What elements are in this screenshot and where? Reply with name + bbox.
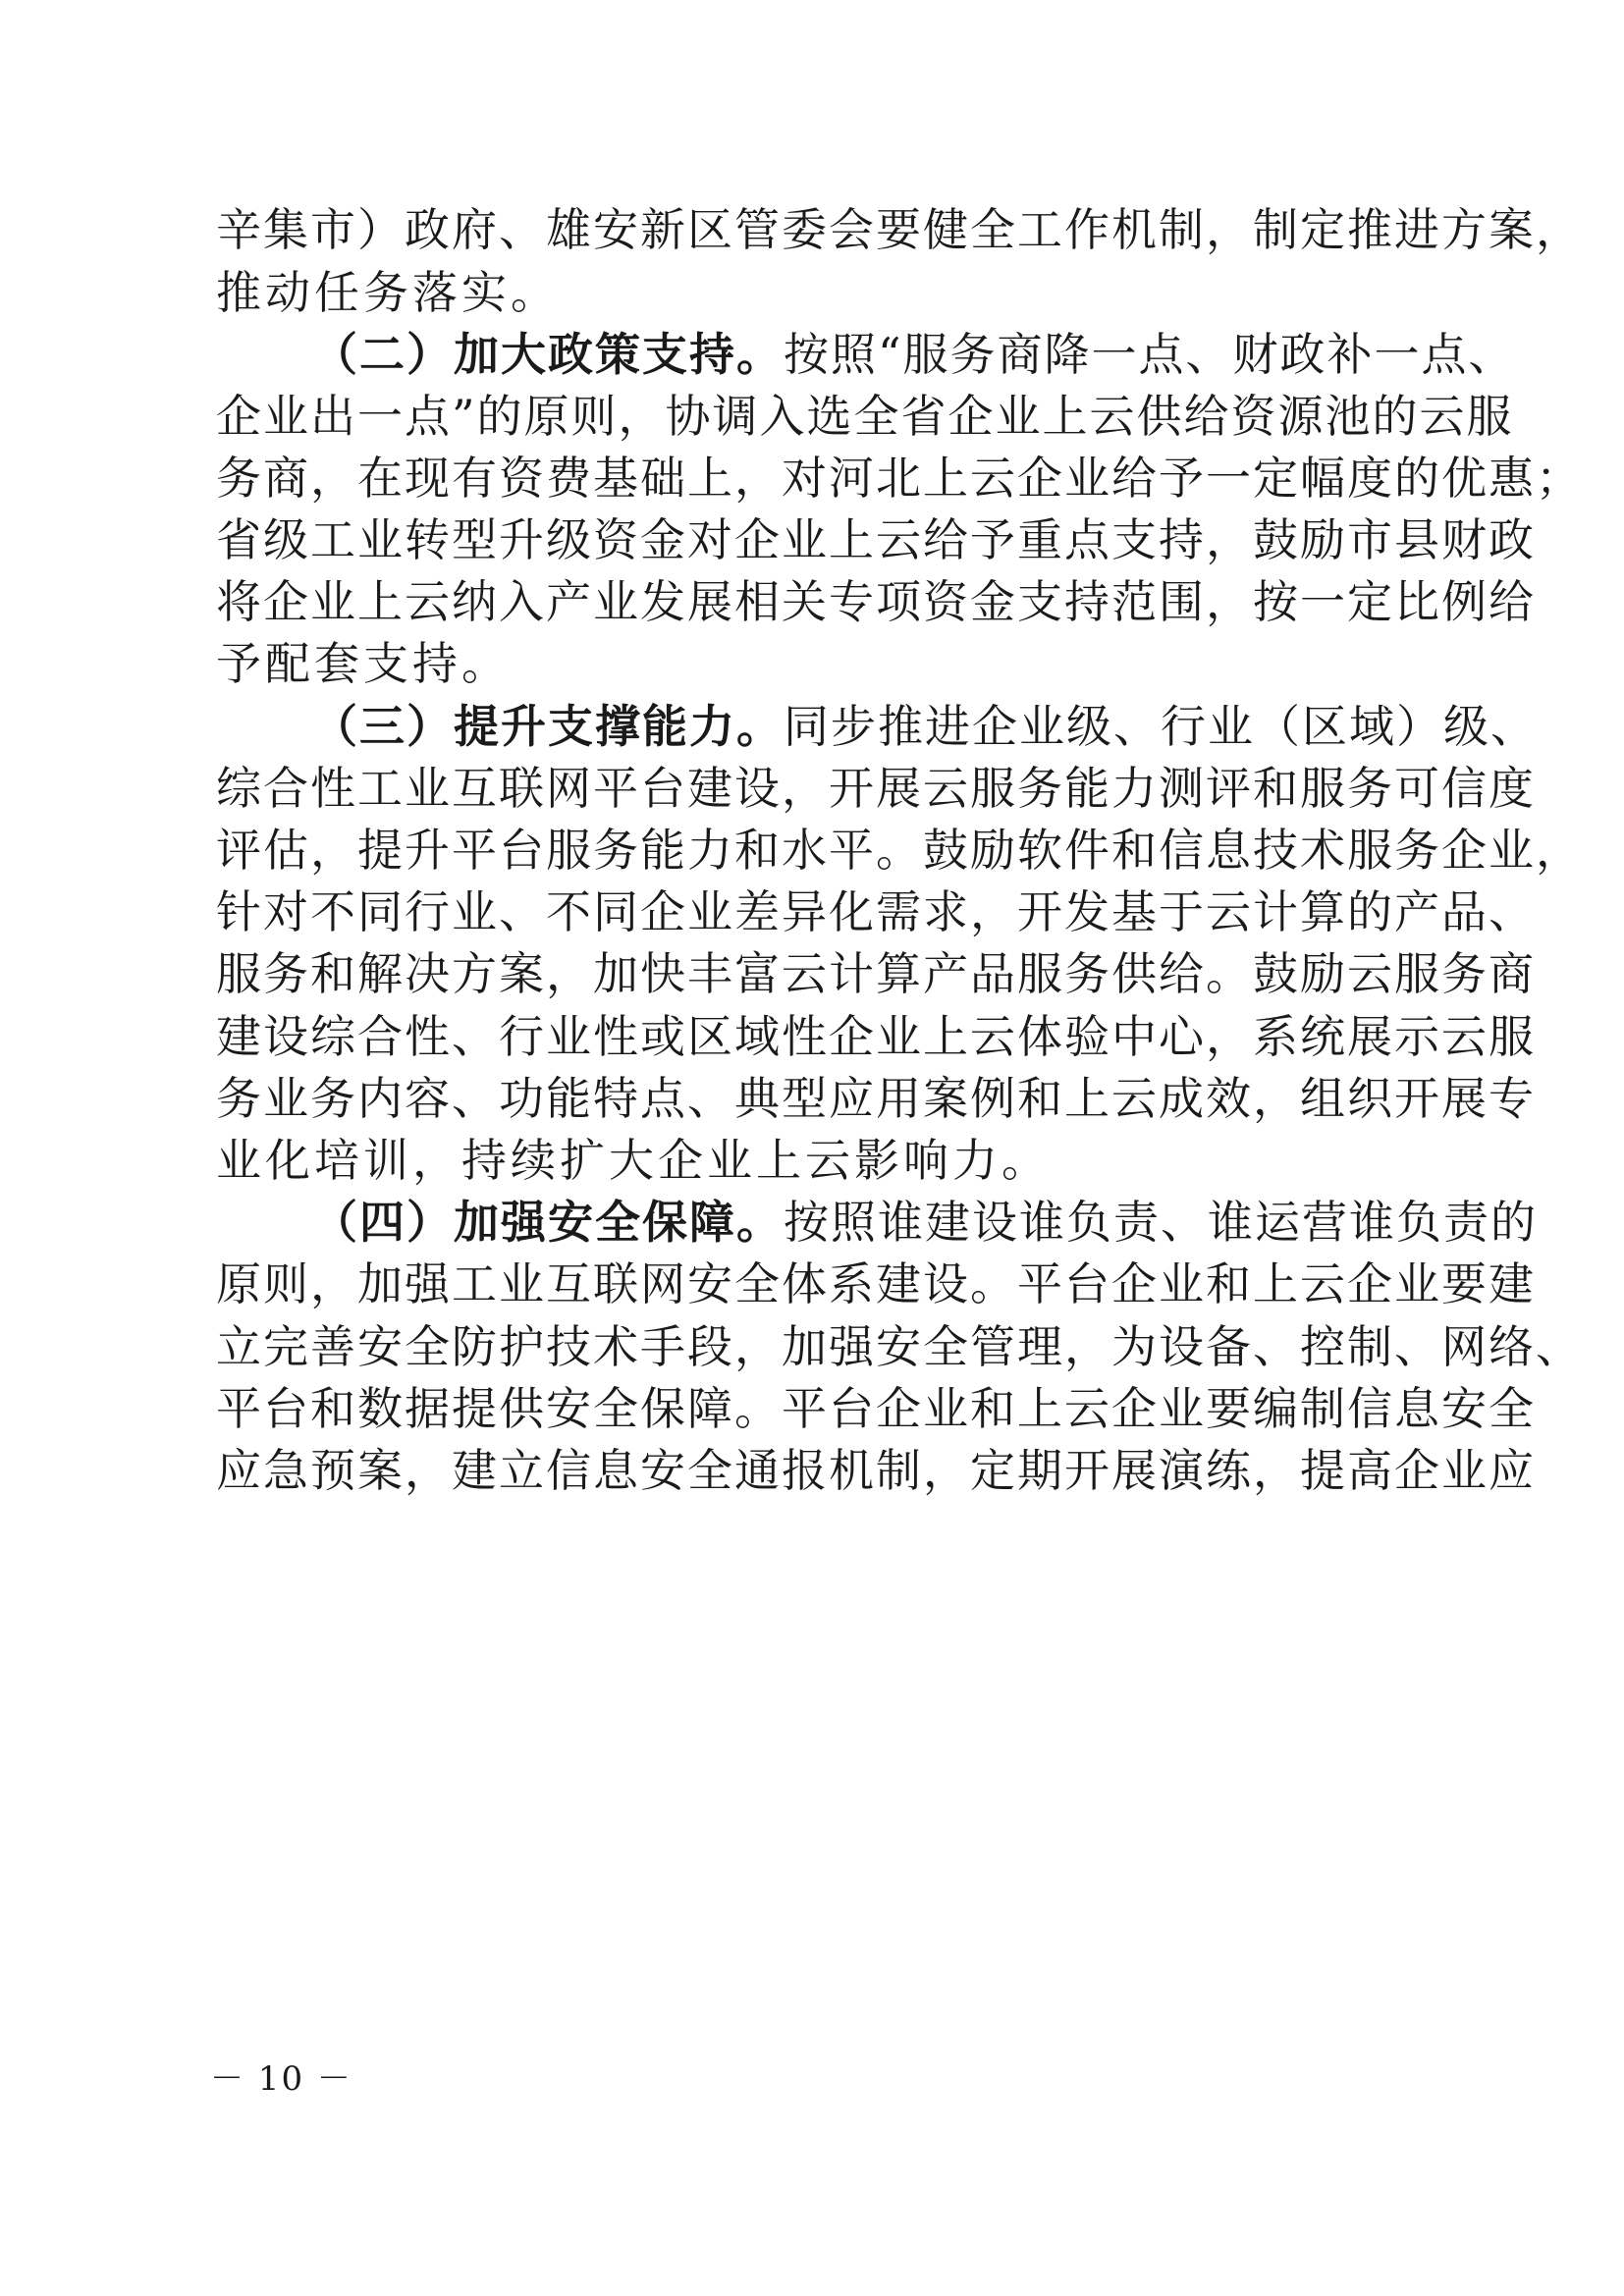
section-heading-line [312, 1187, 1538, 1257]
paragraph-line [216, 381, 1514, 452]
line-text: 服务和解决方案，加快丰富云计算产品服务供给。鼓励云服务商 [216, 947, 1536, 1000]
section-heading-4: （四）加强安全保障。 [312, 1196, 784, 1249]
paragraph-line [216, 1373, 1536, 1444]
line-text: 综合性工业互联网平台建设，开展云服务能力测评和服务可信度 [216, 762, 1536, 815]
paragraph-line [216, 628, 1434, 699]
paragraph-line [216, 877, 1536, 947]
line-text: 立完善安全防护技术手段，加强安全管理，为设备、控制、网络、 [216, 1320, 1583, 1373]
line-text: 按照谁建设谁负责、谁运营谁负责的 [784, 1196, 1538, 1249]
section-heading-line [312, 319, 1516, 390]
paragraph-line [216, 1125, 1434, 1196]
section-heading-2: （二）加大政策支持。 [312, 328, 784, 381]
line-text: 建设综合性、行业性或区域性企业上云体验中心，系统展示云服 [216, 1010, 1536, 1063]
line-text: 业化培训，持续扩大企业上云影响力。 [216, 1134, 1051, 1187]
paragraph-line [216, 505, 1536, 575]
line-text: 应急预案，建立信息安全通报机制，定期开展演练，提高企业应 [216, 1444, 1536, 1497]
line-text: 针对不同行业、不同企业差异化需求，开发基于云计算的产品、 [216, 885, 1536, 938]
line-text: 企业出一点”的原则，协调入选全省企业上云供给资源池的云服 [216, 390, 1514, 443]
line-text: 辛集市）政府、雄安新区管委会要健全工作机制，制定推进方案， [216, 203, 1583, 256]
line-text: 原则，加强工业互联网安全体系建设。平台企业和上云企业要建 [216, 1257, 1536, 1310]
paragraph-line [216, 1249, 1536, 1319]
section-heading-line [312, 691, 1538, 762]
line-text: 平台和数据提供安全保障。平台企业和上云企业要编制信息安全 [216, 1382, 1536, 1435]
line-text: 评估，提升平台服务能力和水平。鼓励软件和信息技术服务企业， [216, 824, 1583, 877]
page-number: － 10 － [210, 2059, 352, 2099]
paragraph-line [216, 753, 1536, 824]
line-text: 推动任务落实。 [216, 266, 560, 319]
line-text: 按照“服务商降一点、财政补一点、 [784, 328, 1516, 381]
line-text: 予配套支持。 [216, 637, 511, 690]
line-text: 务商，在现有资费基础上，对河北上云企业给予一定幅度的优惠； [216, 452, 1583, 505]
paragraph-line [216, 566, 1536, 637]
line-text: 同步推进企业级、行业（区域）级、 [784, 700, 1538, 753]
paragraph-line [216, 1435, 1536, 1506]
line-text: 将企业上云纳入产业发展相关专项资金支持范围，按一定比例给 [216, 575, 1536, 628]
paragraph-line [216, 194, 1583, 265]
paragraph-line [216, 1001, 1536, 1072]
paragraph-line [216, 1063, 1536, 1134]
paragraph-line [216, 443, 1583, 513]
paragraph-line [216, 938, 1536, 1009]
paragraph-line [216, 815, 1583, 885]
line-text: 务业务内容、功能特点、典型应用案例和上云成效，组织开展专 [216, 1072, 1536, 1125]
line-text: 省级工业转型升级资金对企业上云给予重点支持，鼓励市县财政 [216, 513, 1536, 566]
paragraph-line [216, 1311, 1583, 1382]
paragraph-line [216, 257, 1434, 328]
section-heading-3: （三）提升支撑能力。 [312, 700, 784, 753]
